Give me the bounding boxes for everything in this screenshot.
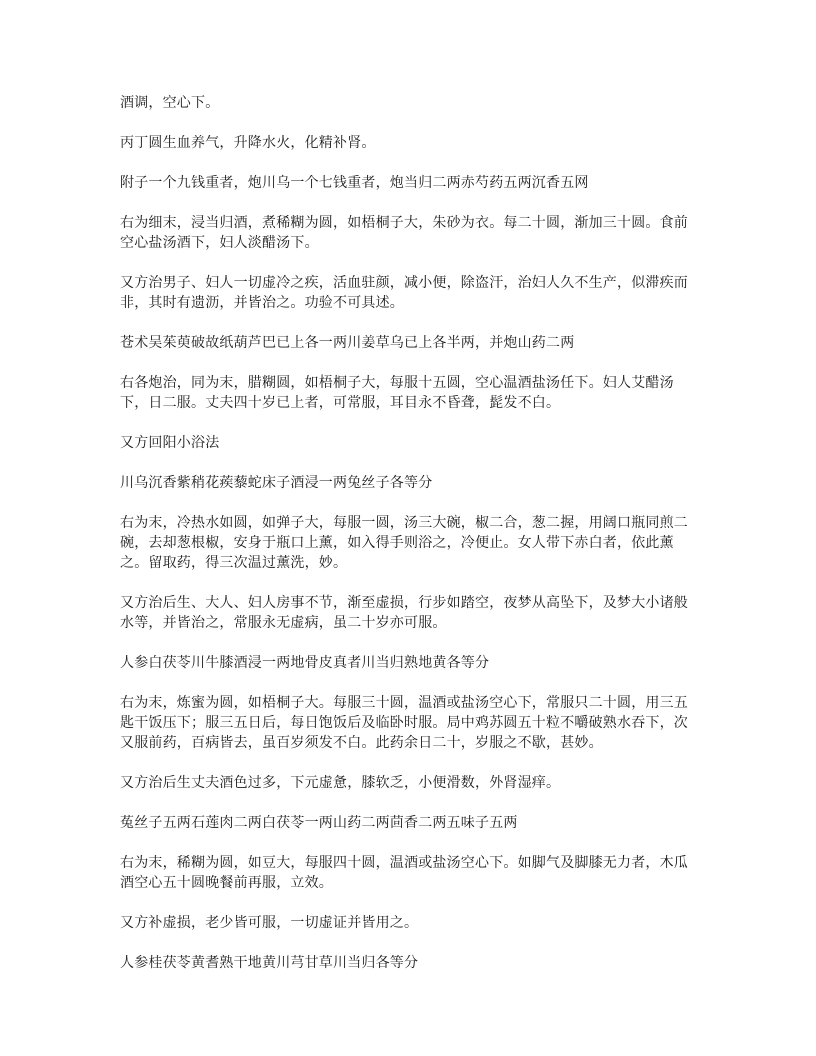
paragraph-2: 丙丁圆生血养气，升降水火，化精补肾。 — [120, 135, 376, 151]
paragraph-14: 又方治后生丈夫酒色过多，下元虚惫，膝软乏，小便滑数，外肾湿痒。 — [120, 775, 561, 791]
paragraph-10: 右为末，冷热水如圆，如弹子大，每服一圆，汤三大碗，椒二合，葱二握，用阔口瓶同煎二碗，去却葱根椒，安身于瓶口上薰，如入得手则浴之，冷便止。女人带下赤白者，依此薰之。留取药，得三次温过薰洗，妙。 — [120, 515, 688, 571]
paragraph-4: 右为细末，浸当归酒，煮稀糊为圆，如梧桐子大，朱砂为衣。每二十圆，渐加三十圆。食前空心盐汤酒下，妇人淡醋汤下。 — [120, 215, 688, 251]
paragraph-12: 人参白茯苓川牛膝酒浸一两地骨皮真者川当归熟地黄各等分 — [120, 655, 490, 671]
paragraph-6: 苍术吴茱萸破故纸葫芦巴已上各一两川姜草乌已上各半两，并炮山药二两 — [120, 335, 575, 351]
paragraph-8: 又方回阳小浴法 — [120, 435, 220, 451]
paragraph-7: 右各炮治，同为末，腊糊圆，如梧桐子大，每服十五圆，空心温酒盐汤任下。妇人艾醋汤下，日二服。丈夫四十岁已上者，可常服，耳目永不昏聋，髭发不白。 — [120, 375, 674, 411]
paragraph-13: 右为末，炼蜜为圆，如梧桐子大。每服三十圆，温酒或盐汤空心下，常服只二十圆，用三五匙干饭压下；服三五日后，每日饱饭后及临卧时服。局中鸡苏圆五十粒不嚼破熟水吞下，次又服前药，百病皆去，虽百岁须发不白。此药余日二十，岁服之不歇，甚妙。 — [120, 695, 688, 751]
paragraph-5: 又方治男子、妇人一切虚冷之疾，活血驻颜，减小便，除盗汗，治妇人久不生产，似滞疾而非，其时有遗沥，并皆治之。功验不可具述。 — [120, 275, 688, 311]
paragraph-9: 川乌沉香紫稍花蒺藜蛇床子酒浸一两兔丝子各等分 — [120, 475, 433, 491]
paragraph-16: 右为末，稀糊为圆，如豆大，每服四十圆，温酒或盐汤空心下。如脚气及脚膝无力者，木瓜酒空心五十圆晚餐前再服，立效。 — [120, 855, 688, 891]
paragraph-11: 又方治后生、大人、妇人房事不节，渐至虚损，行步如踏空，夜梦从高坠下，及梦大小诸般水等，并皆治之，常服永无虚病，虽二十岁亦可服。 — [120, 595, 688, 631]
paragraph-18: 人参桂茯苓黄耆熟干地黄川芎甘草川当归各等分 — [120, 955, 419, 971]
paragraph-15: 菟丝子五两石莲肉二两白茯苓一两山药二两茴香二两五味子五两 — [120, 815, 518, 831]
paragraph-17: 又方补虚损，老少皆可服，一切虚证并皆用之。 — [120, 915, 419, 931]
document-body — [120, 93, 700, 993]
paragraph-3: 附子一个九钱重者，炮川乌一个七钱重者，炮当归二两赤芍药五两沉香五网 — [120, 175, 589, 191]
paragraph-1: 酒调，空心下。 — [120, 95, 220, 111]
